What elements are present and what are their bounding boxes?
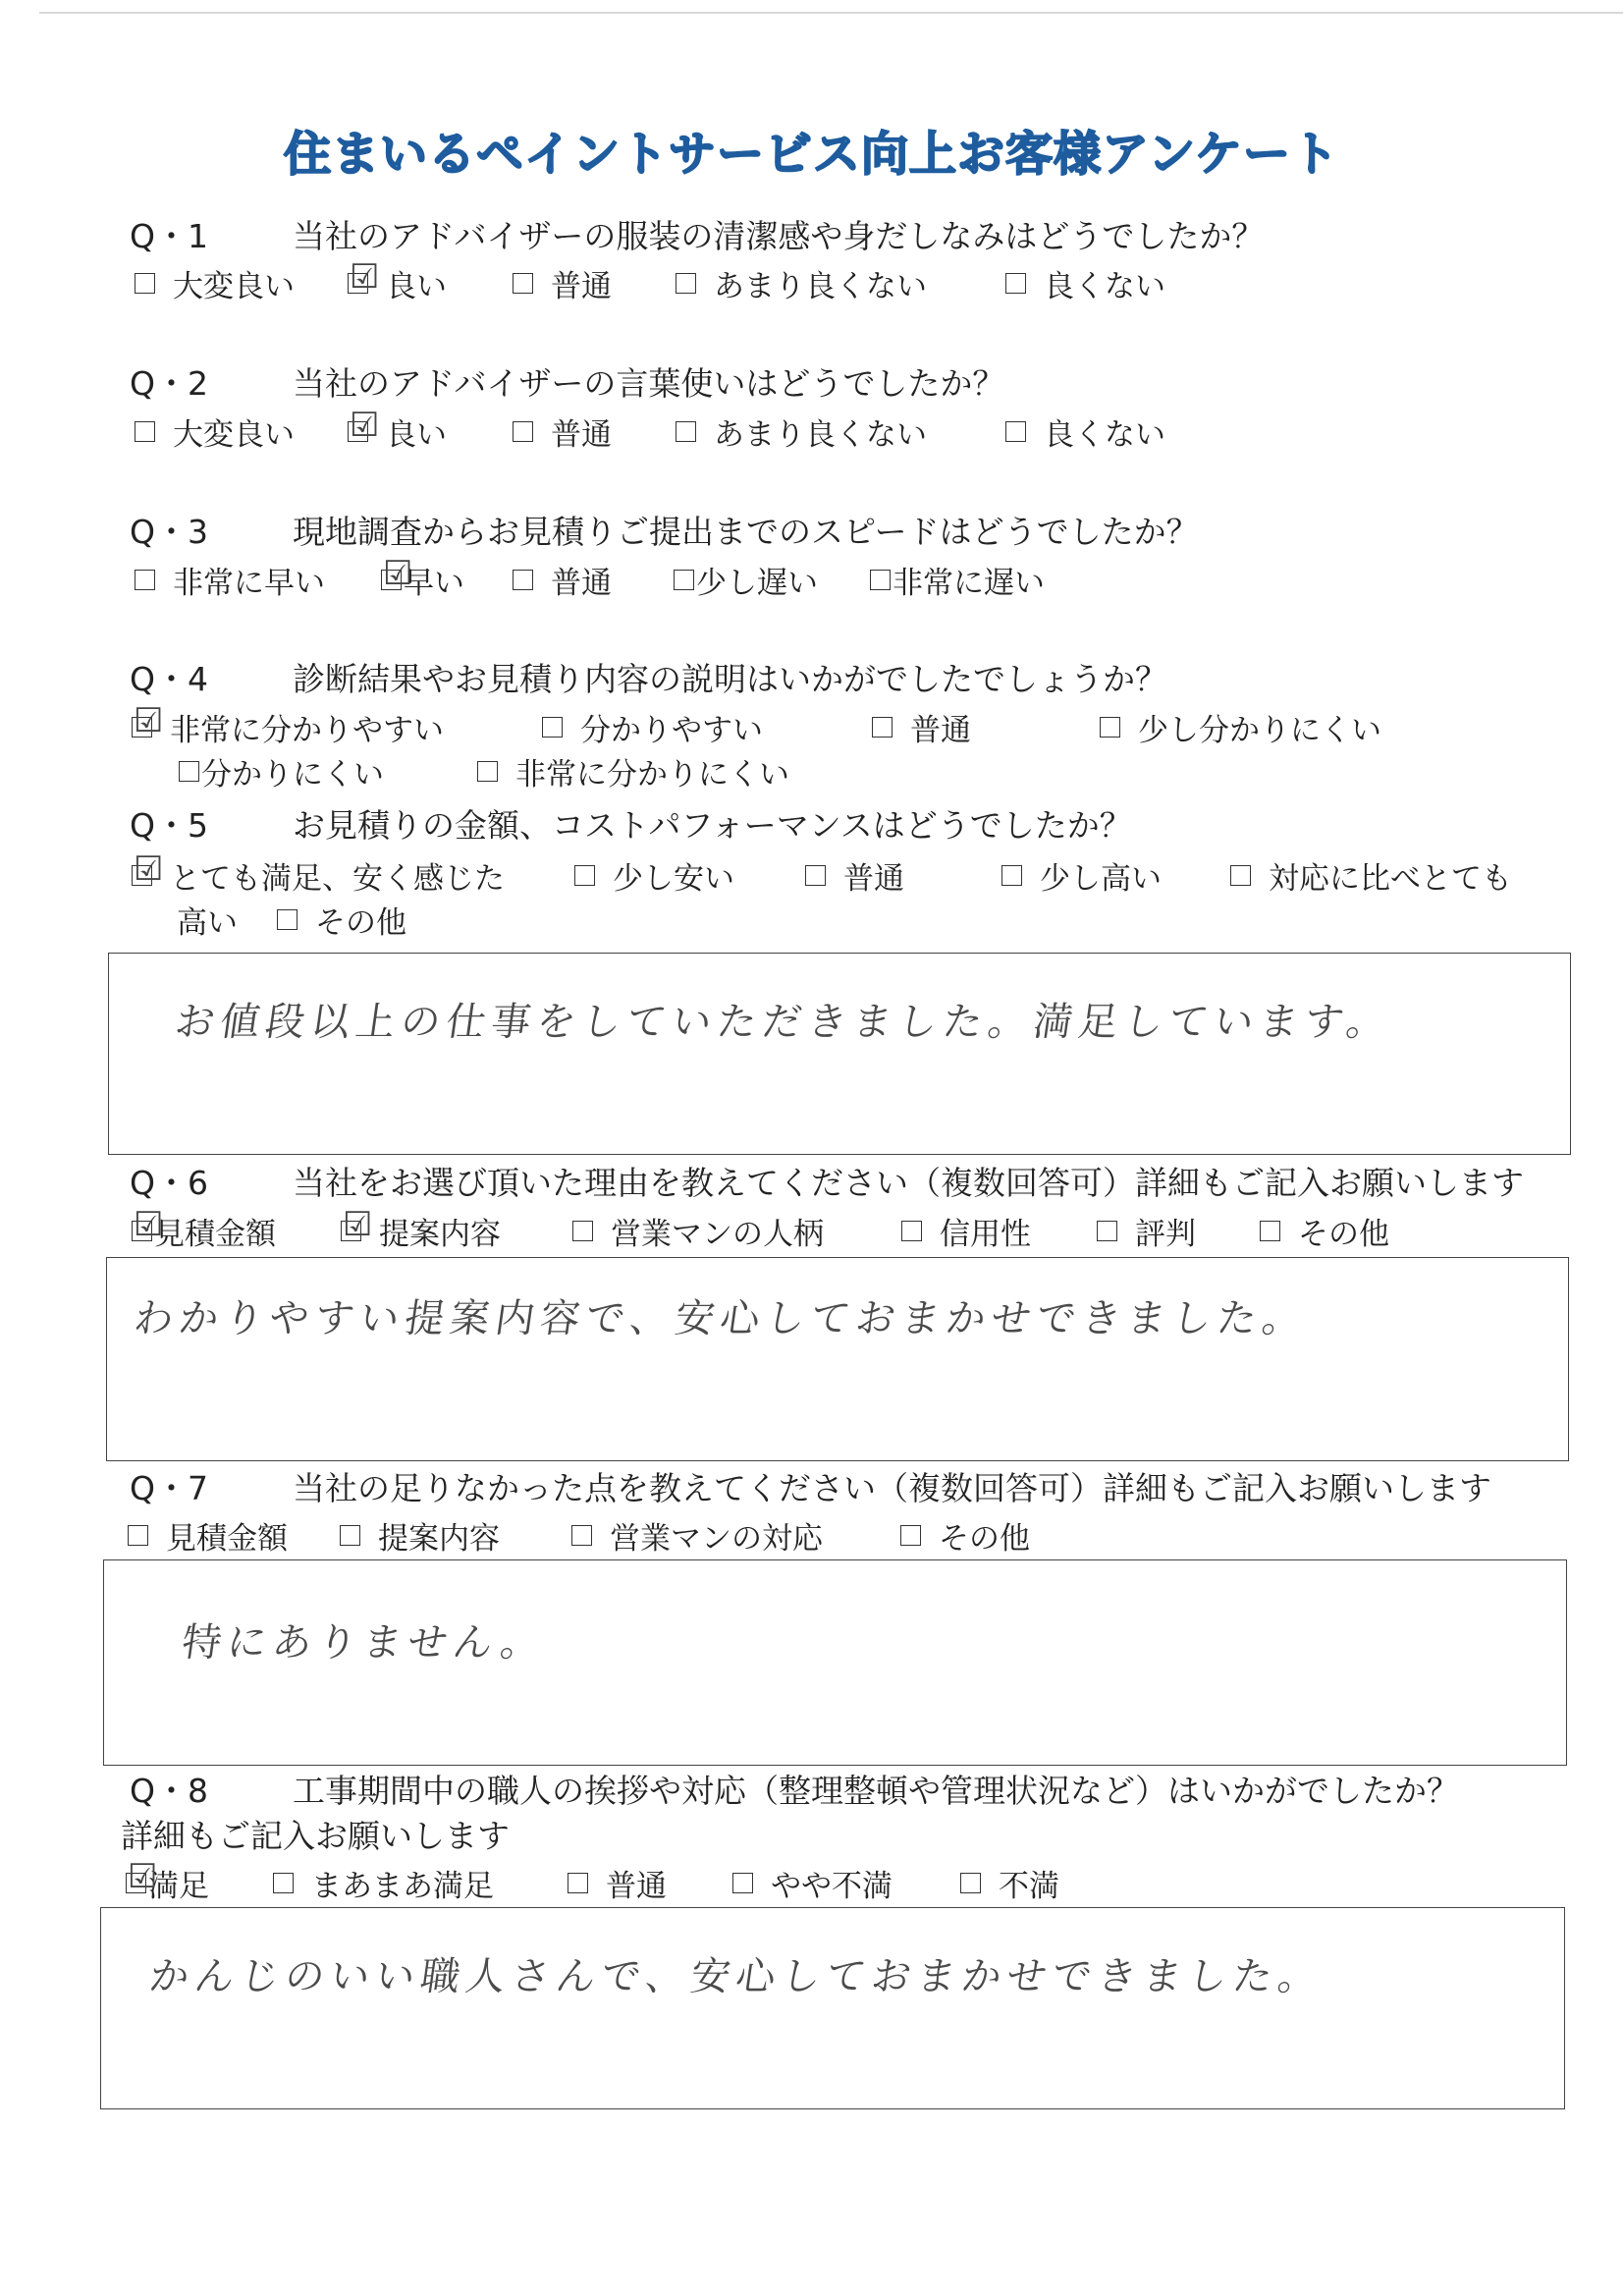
checkbox[interactable] — [179, 761, 199, 782]
q8-text: 工事期間中の職人の挨拶や対応（整理整頓や管理状況など）はいかがでしたか？ — [293, 1772, 1459, 1810]
checkbox-checked[interactable] — [348, 406, 380, 445]
q8-option-2[interactable] — [273, 1861, 494, 1905]
checkbox[interactable] — [128, 1525, 148, 1546]
q2-text: 当社のアドバイザーの言葉使いはどうでしたか？ — [293, 364, 1005, 403]
option-label: あまり良くない — [714, 269, 927, 304]
q5-option-5-continuation — [177, 898, 238, 942]
checkbox[interactable] — [273, 1873, 294, 1893]
option-label: とても満足、安く感じた — [170, 861, 505, 897]
option-label: 見積金額 — [166, 1521, 288, 1557]
q4-option-4[interactable] — [1100, 705, 1381, 749]
check-mark-icon: ☑ — [350, 406, 380, 445]
option-label: 普通 — [551, 269, 612, 304]
checkbox[interactable] — [1005, 273, 1026, 294]
q8-comment-box[interactable] — [100, 1907, 1565, 2109]
option-label: あまり良くない — [714, 417, 927, 453]
checkbox[interactable] — [872, 717, 893, 738]
checkbox-checked[interactable] — [341, 1205, 373, 1244]
option-label: その他 — [315, 905, 406, 941]
q6-comment-text: わかりやすい提案内容で、安心しておまかせできました。 — [131, 1296, 1311, 1341]
q5-comment-text: お値段以上の仕事をしていただきました。満足しています。 — [172, 1000, 1395, 1045]
checkbox[interactable] — [676, 421, 696, 442]
checkbox[interactable] — [732, 1873, 753, 1893]
q1-option-2[interactable] — [348, 257, 447, 305]
option-label: 良い — [386, 269, 447, 304]
option-label: 良くない — [1044, 417, 1165, 453]
q1-option-3[interactable] — [513, 261, 612, 305]
option-label: 提案内容 — [379, 1217, 501, 1252]
checkbox[interactable] — [572, 1221, 593, 1241]
option-label: 評判 — [1135, 1217, 1196, 1252]
q5-option-2[interactable] — [574, 853, 734, 898]
q6-comment-box[interactable] — [106, 1257, 1569, 1461]
option-label: 分かりにくい — [201, 757, 384, 793]
checkbox[interactable] — [513, 273, 533, 294]
option-label: 普通 — [606, 1869, 667, 1904]
q2-option-3[interactable] — [513, 410, 612, 454]
q6-option-6[interactable] — [1260, 1209, 1389, 1253]
checkbox[interactable] — [477, 761, 498, 782]
checkbox-checked[interactable] — [132, 701, 164, 740]
q5-option-5[interactable] — [1230, 853, 1512, 898]
checkbox[interactable] — [1100, 717, 1120, 738]
checkbox[interactable] — [571, 1525, 592, 1546]
q1-option-4[interactable] — [676, 261, 927, 305]
option-label: 良い — [386, 417, 447, 453]
q3-option-5[interactable] — [870, 558, 1045, 602]
checkbox-checked[interactable] — [381, 554, 413, 593]
option-label: その他 — [1298, 1217, 1389, 1252]
q7-text: 当社の足りなかった点を教えてください（複数回答可）詳細もご記入お願いします — [293, 1469, 1491, 1507]
q5-option-3[interactable] — [805, 853, 904, 898]
q6-option-5[interactable] — [1097, 1209, 1196, 1253]
check-mark-icon: ☑ — [343, 1205, 373, 1244]
q1-option-5[interactable] — [1005, 261, 1165, 305]
option-label: まあまあ満足 — [311, 1869, 494, 1904]
q8-option-4[interactable] — [732, 1861, 893, 1905]
check-mark-icon: ☑ — [134, 849, 164, 889]
option-label: 営業マンの対応 — [610, 1521, 823, 1557]
option-label: 少し安い — [613, 861, 734, 897]
checkbox-checked[interactable] — [132, 849, 164, 889]
checkbox-checked[interactable] — [126, 1857, 158, 1896]
option-label: 大変良い — [173, 269, 295, 304]
q4-option-6[interactable] — [477, 749, 789, 793]
option-label: 不満 — [999, 1869, 1059, 1904]
checkbox[interactable] — [568, 1873, 588, 1893]
check-mark-icon: ☑ — [134, 701, 164, 740]
q3-option-2[interactable] — [381, 554, 464, 602]
option-label: 営業マンの人柄 — [611, 1217, 824, 1252]
q8-comment-text: かんじのいい職人さんで、安心しておまかせできました。 — [146, 1954, 1326, 1999]
q1-text: 当社のアドバイザーの服装の清潔感や身だしなみはどうでしたか？ — [293, 217, 1265, 255]
q6-text: 当社をお選び頂いた理由を教えてください（複数回答可）詳細もご記入お願いします — [293, 1164, 1524, 1202]
checkbox[interactable] — [1260, 1221, 1280, 1241]
q7-number: Q・7 — [130, 1469, 208, 1507]
checkbox[interactable] — [676, 273, 696, 294]
q7-option-4[interactable] — [900, 1513, 1030, 1558]
q5-number: Q・5 — [130, 806, 208, 845]
option-label-continuation: 高い — [177, 905, 238, 941]
checkbox[interactable] — [135, 273, 155, 294]
q8-option-1[interactable] — [126, 1857, 209, 1905]
q8-number: Q・8 — [130, 1772, 208, 1810]
q5-option-1[interactable] — [132, 849, 505, 898]
q7-comment-box[interactable] — [103, 1559, 1567, 1766]
checkbox[interactable] — [1005, 421, 1026, 442]
q7-option-3[interactable] — [571, 1513, 823, 1558]
q6-option-3[interactable] — [572, 1209, 824, 1253]
option-label: 見積金額 — [154, 1217, 276, 1252]
checkbox[interactable] — [135, 570, 155, 590]
q5-option-6[interactable] — [277, 898, 406, 942]
option-label: 普通 — [551, 417, 612, 453]
q5-comment-box[interactable] — [108, 953, 1571, 1155]
option-label: 非常に分かりやすい — [170, 713, 444, 748]
option-label: 非常に分かりにくい — [515, 757, 789, 793]
q8-option-5[interactable] — [960, 1861, 1059, 1905]
checkbox[interactable] — [513, 421, 533, 442]
q7-comment-text: 特にありません。 — [179, 1620, 550, 1666]
q3-option-1[interactable] — [135, 558, 325, 602]
q3-option-3[interactable] — [513, 558, 612, 602]
checkbox[interactable] — [960, 1873, 981, 1893]
checkbox[interactable] — [901, 1221, 922, 1241]
option-label: 早い — [404, 566, 464, 601]
q2-number: Q・2 — [130, 364, 208, 403]
option-label: 大変良い — [173, 417, 295, 453]
q4-number: Q・4 — [130, 660, 208, 698]
q4-text: 診断結果やお見積り内容の説明はいかがでしたでしょうか？ — [293, 660, 1167, 698]
checkbox[interactable] — [574, 865, 595, 886]
option-label: 分かりやすい — [580, 713, 763, 748]
checkbox[interactable] — [674, 570, 694, 590]
survey-title: 住まいるペイントサービス向上お客様アンケート — [283, 127, 1340, 182]
q1-number: Q・1 — [130, 217, 208, 255]
q3-text: 現地調査からお見積りご提出までのスピードはどうでしたか？ — [293, 513, 1199, 551]
q4-option-1[interactable] — [132, 701, 444, 749]
check-mark-icon: ☑ — [134, 1205, 164, 1244]
checkbox[interactable] — [277, 909, 298, 930]
option-label: 満足 — [148, 1869, 209, 1904]
q7-option-1[interactable] — [128, 1513, 288, 1558]
scan-edge-line — [39, 12, 1623, 14]
q4-option-5[interactable] — [179, 749, 384, 793]
q8-text-line2: 詳細もご記入お願いします — [121, 1817, 510, 1855]
option-label: 信用性 — [940, 1217, 1031, 1252]
option-label: やや不満 — [771, 1869, 893, 1904]
checkbox[interactable] — [900, 1525, 921, 1546]
check-mark-icon: ☑ — [128, 1857, 158, 1896]
q2-option-5[interactable] — [1005, 410, 1165, 454]
checkbox[interactable] — [1001, 865, 1022, 886]
option-label: 少し高い — [1040, 861, 1162, 897]
option-label: 対応に比べとても — [1269, 861, 1512, 897]
q5-text: お見積りの金額、コストパフォーマンスはどうでしたか？ — [293, 806, 1132, 845]
q2-option-1[interactable] — [135, 410, 295, 454]
checkbox[interactable] — [1097, 1221, 1117, 1241]
checkbox[interactable] — [870, 570, 891, 590]
checkbox[interactable] — [340, 1525, 360, 1546]
option-label: 少し分かりにくい — [1138, 713, 1381, 748]
option-label: 提案内容 — [378, 1521, 500, 1557]
option-label: 普通 — [910, 713, 971, 748]
checkbox[interactable] — [513, 570, 533, 590]
option-label: 非常に遅い — [893, 566, 1045, 601]
q4-option-2[interactable] — [542, 705, 763, 749]
option-label: 非常に早い — [173, 566, 325, 601]
q2-option-2[interactable] — [348, 406, 447, 454]
q6-option-2[interactable] — [341, 1205, 501, 1253]
q7-option-2[interactable] — [340, 1513, 500, 1558]
check-mark-icon: ☑ — [383, 554, 413, 593]
q4-option-3[interactable] — [872, 705, 971, 749]
q1-option-1[interactable] — [135, 261, 295, 305]
q5-option-4[interactable] — [1001, 853, 1162, 898]
q6-option-1[interactable] — [132, 1205, 276, 1253]
option-label: 普通 — [551, 566, 612, 601]
checkbox-checked[interactable] — [132, 1205, 164, 1244]
q6-number: Q・6 — [130, 1164, 208, 1202]
checkbox[interactable] — [1230, 865, 1251, 886]
option-label: 良くない — [1044, 269, 1165, 304]
option-label: 少し遅い — [696, 566, 818, 601]
q8-option-3[interactable] — [568, 1861, 667, 1905]
checkbox-checked[interactable] — [348, 257, 380, 297]
q3-number: Q・3 — [130, 513, 208, 551]
option-label: 普通 — [843, 861, 904, 897]
option-label: その他 — [939, 1521, 1030, 1557]
check-mark-icon: ☑ — [350, 257, 380, 297]
checkbox[interactable] — [135, 421, 155, 442]
q3-option-4[interactable] — [674, 558, 818, 602]
checkbox[interactable] — [805, 865, 826, 886]
q2-option-4[interactable] — [676, 410, 927, 454]
checkbox[interactable] — [542, 717, 563, 738]
q6-option-4[interactable] — [901, 1209, 1031, 1253]
